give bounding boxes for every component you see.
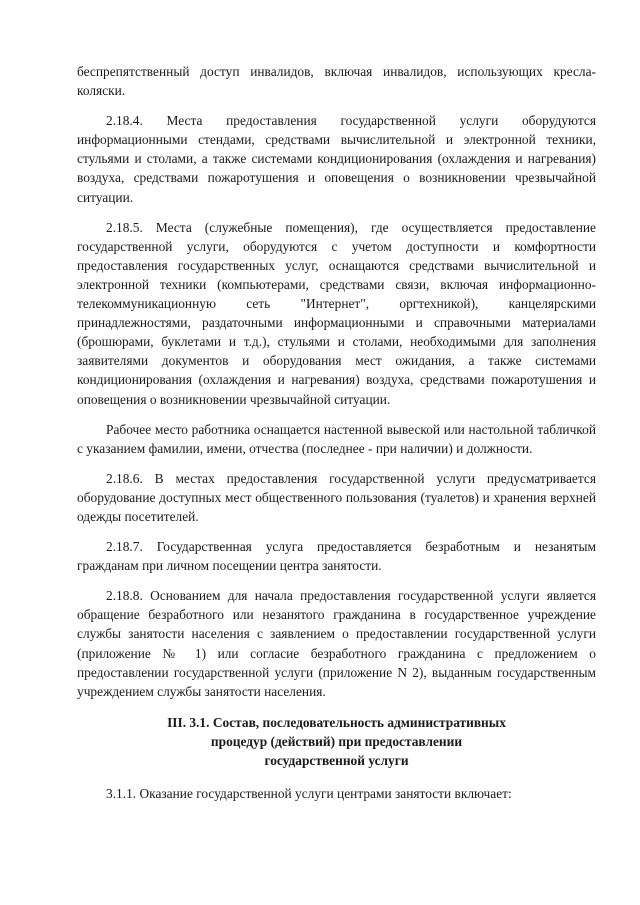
paragraph-continuation: беспрепятственный доступ инвалидов, включая инвалидов, использующих кресла-коляски.	[77, 64, 596, 99]
section-heading-line-3: государственной услуги	[264, 752, 409, 768]
paragraph-2-18-6: 2.18.6. В местах предоставления государственной услуги предусматривается оборудование доступных мест общественного пользования (туалетов) и хранения верхней одежды посетителей.	[77, 470, 596, 524]
paragraph-2-18-8: 2.18.8. Основанием для начала предоставления государственной услуги является обращение безработного или незанятого гражданина в государственное учреждение службы занятости населения с заявлением о предоставлении государственной услуги (приложение № 1) или согласие безработного гражданина с предложением о предоставлении государственной услуги (приложение N 2), выданным государственным учреждением службы занятости населения.	[77, 588, 596, 699]
section-heading-line-1: III. 3.1. Состав, последовательность административных	[167, 714, 506, 730]
paragraph-2-18-5: 2.18.5. Места (служебные помещения), где осуществляется предоставление государственной услуги, оборудуются с учетом доступности и комфортности предоставления государственных услуг, оснащаются средствами вычислительной и электронной техники (компьютерами, средствами связи, включая информационно-телекоммуникационную сеть "Интернет", оргтехникой), канцелярскими принадлежностями, раздаточными информационными и справочными материалами (брошюрами, буклетами и т.д.), стульями и столами, необходимыми для заполнения заявителями документов и оборудования мест ожидания, а также системами кондиционирования (охлаждения и нагревания) воздуха, средствами пожаротушения и оповещения о возникновении чрезвычайной ситуации.	[77, 219, 596, 407]
paragraph-2-18-7: 2.18.7. Государственная услуга предоставляется безработным и незанятым гражданам при личном посещении центра занятости.	[77, 539, 596, 574]
paragraph-2-18-4: 2.18.4. Места предоставления государственной услуги оборудуются информационными стендами, средствами вычислительной и электронной техники, стульями и столами, а также системами кондиционирования (охлаждения и нагревания) воздуха, средствами пожаротушения и оповещения о возникновении чрезвычайной ситуации.	[77, 113, 596, 205]
paragraph-3-1-1: 3.1.1. Оказание государственной услуги центрами занятости включает:	[106, 785, 512, 801]
paragraph-workplace: Рабочее место работника оснащается настенной вывеской или настольной табличкой с указанием фамилии, имени, отчества (последнее - при наличии) и должности.	[77, 421, 596, 456]
document-page	[77, 62, 596, 814]
section-heading	[77, 713, 596, 770]
section-heading-line-2: процедур (действий) при предоставлении	[210, 733, 463, 749]
